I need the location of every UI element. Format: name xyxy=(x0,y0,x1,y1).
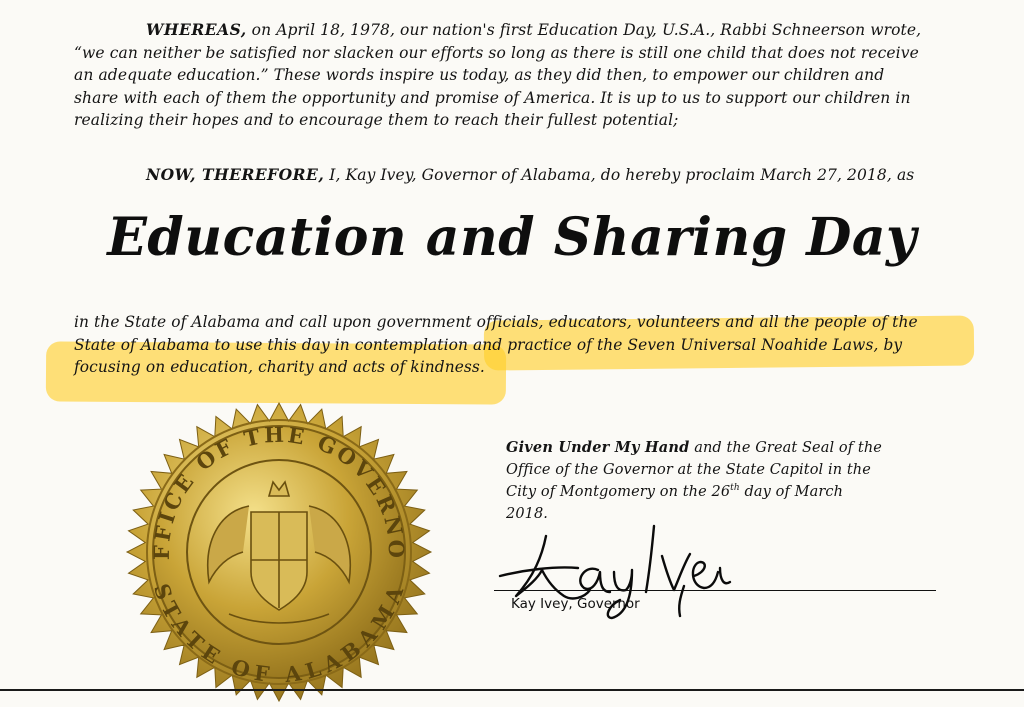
seal-top-text: FFICE OF THE GOVERNO xyxy=(148,421,410,562)
great-seal xyxy=(114,398,444,706)
therefore-paragraph xyxy=(146,164,946,187)
bottom-rule xyxy=(0,689,1024,691)
signature-printed-name: Kay Ivey, Governor xyxy=(511,596,640,612)
whereas-text: on April 18, 1978, our nation's first Education Day, U.S.A., Rabbi Schneerson wrote, “we can neither be satisfied nor slacken our efforts so long as there is still one child that does not receive an adequate education.” These words inspire us today, as they did then, to empower our children and share with each of them the opportunity and promise of America. It is up to us to support our children in realizing their hopes and to encourage them to reach their fullest potential; xyxy=(74,21,922,129)
therefore-lead: NOW, THEREFORE, xyxy=(146,165,325,184)
given-lead: Given Under My Hand xyxy=(506,439,690,456)
given-text-end: day of March 2018. xyxy=(506,484,844,522)
whereas-lead: WHEREAS, xyxy=(146,20,247,39)
signature-line xyxy=(494,590,936,591)
given-text: and the Great Seal of the Office of the Governor at the State Capitol in the City of Montgomery on the 26 xyxy=(506,440,882,500)
therefore-text: I, Kay Ivey, Governor of Alabama, do hereby proclaim March 27, 2018, as xyxy=(324,166,915,184)
proclamation-title: Education and Sharing Day xyxy=(107,207,917,268)
whereas-paragraph xyxy=(74,19,924,132)
given-sup: th xyxy=(730,483,740,494)
seal-bottom-text: STATE OF ALABAMA xyxy=(148,580,410,688)
state-paragraph: in the State of Alabama and call upon government officials, educators, volunteers and all the people of the State of Alabama to use this day in contemplation and practice of the Seven Universal Noahide Laws, by focusing on education, charity and acts of kindness. xyxy=(74,313,918,376)
